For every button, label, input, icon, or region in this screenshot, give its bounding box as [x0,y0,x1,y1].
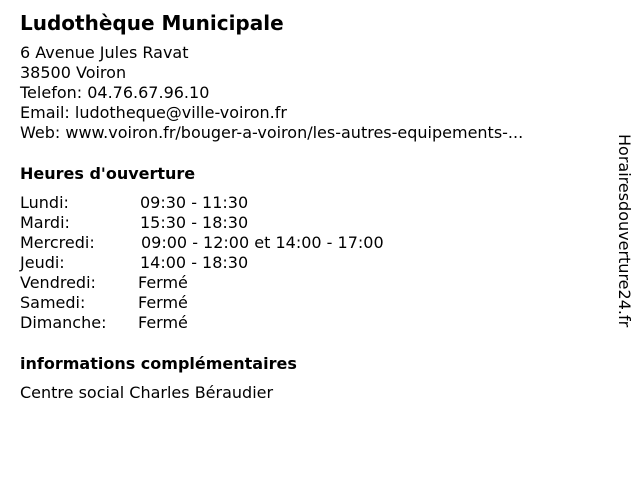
day-label: Samedi: [20,293,86,312]
day-label: Jeudi: [20,253,65,272]
info-text: Centre social Charles Béraudier [20,383,274,402]
time-value: 09:00 - 12:00 et 14:00 - 17:00 [141,233,384,252]
info-heading: informations complémentaires [20,354,297,373]
phone-line: Telefon: 04.76.67.96.10 [20,83,210,102]
address-block [20,43,523,143]
time-value: Fermé [138,313,188,332]
time-value: 15:30 - 18:30 [140,213,249,232]
city-address: 38500 Voiron [20,63,127,82]
day-label: Mardi: [20,213,70,232]
time-value: Fermé [138,273,188,292]
day-label: Vendredi: [20,273,96,292]
street-address: 6 Avenue Jules Ravat [20,43,189,62]
day-label: Dimanche: [20,313,107,332]
time-value: 14:00 - 18:30 [140,253,249,272]
page-title: Ludothèque Municipale [20,11,284,35]
day-label: Lundi: [20,193,69,212]
email-line: Email: ludotheque@ville-voiron.fr [20,103,287,122]
web-line: Web: www.voiron.fr/bouger-a-voiron/les-autres-equipements-... [20,123,524,142]
hours-heading: Heures d'ouverture [20,164,196,183]
time-value: Fermé [138,293,188,312]
time-value: 09:30 - 11:30 [140,193,249,212]
day-label: Mercredi: [20,233,95,252]
site-watermark: Horairesdouverture24.fr [615,134,634,328]
